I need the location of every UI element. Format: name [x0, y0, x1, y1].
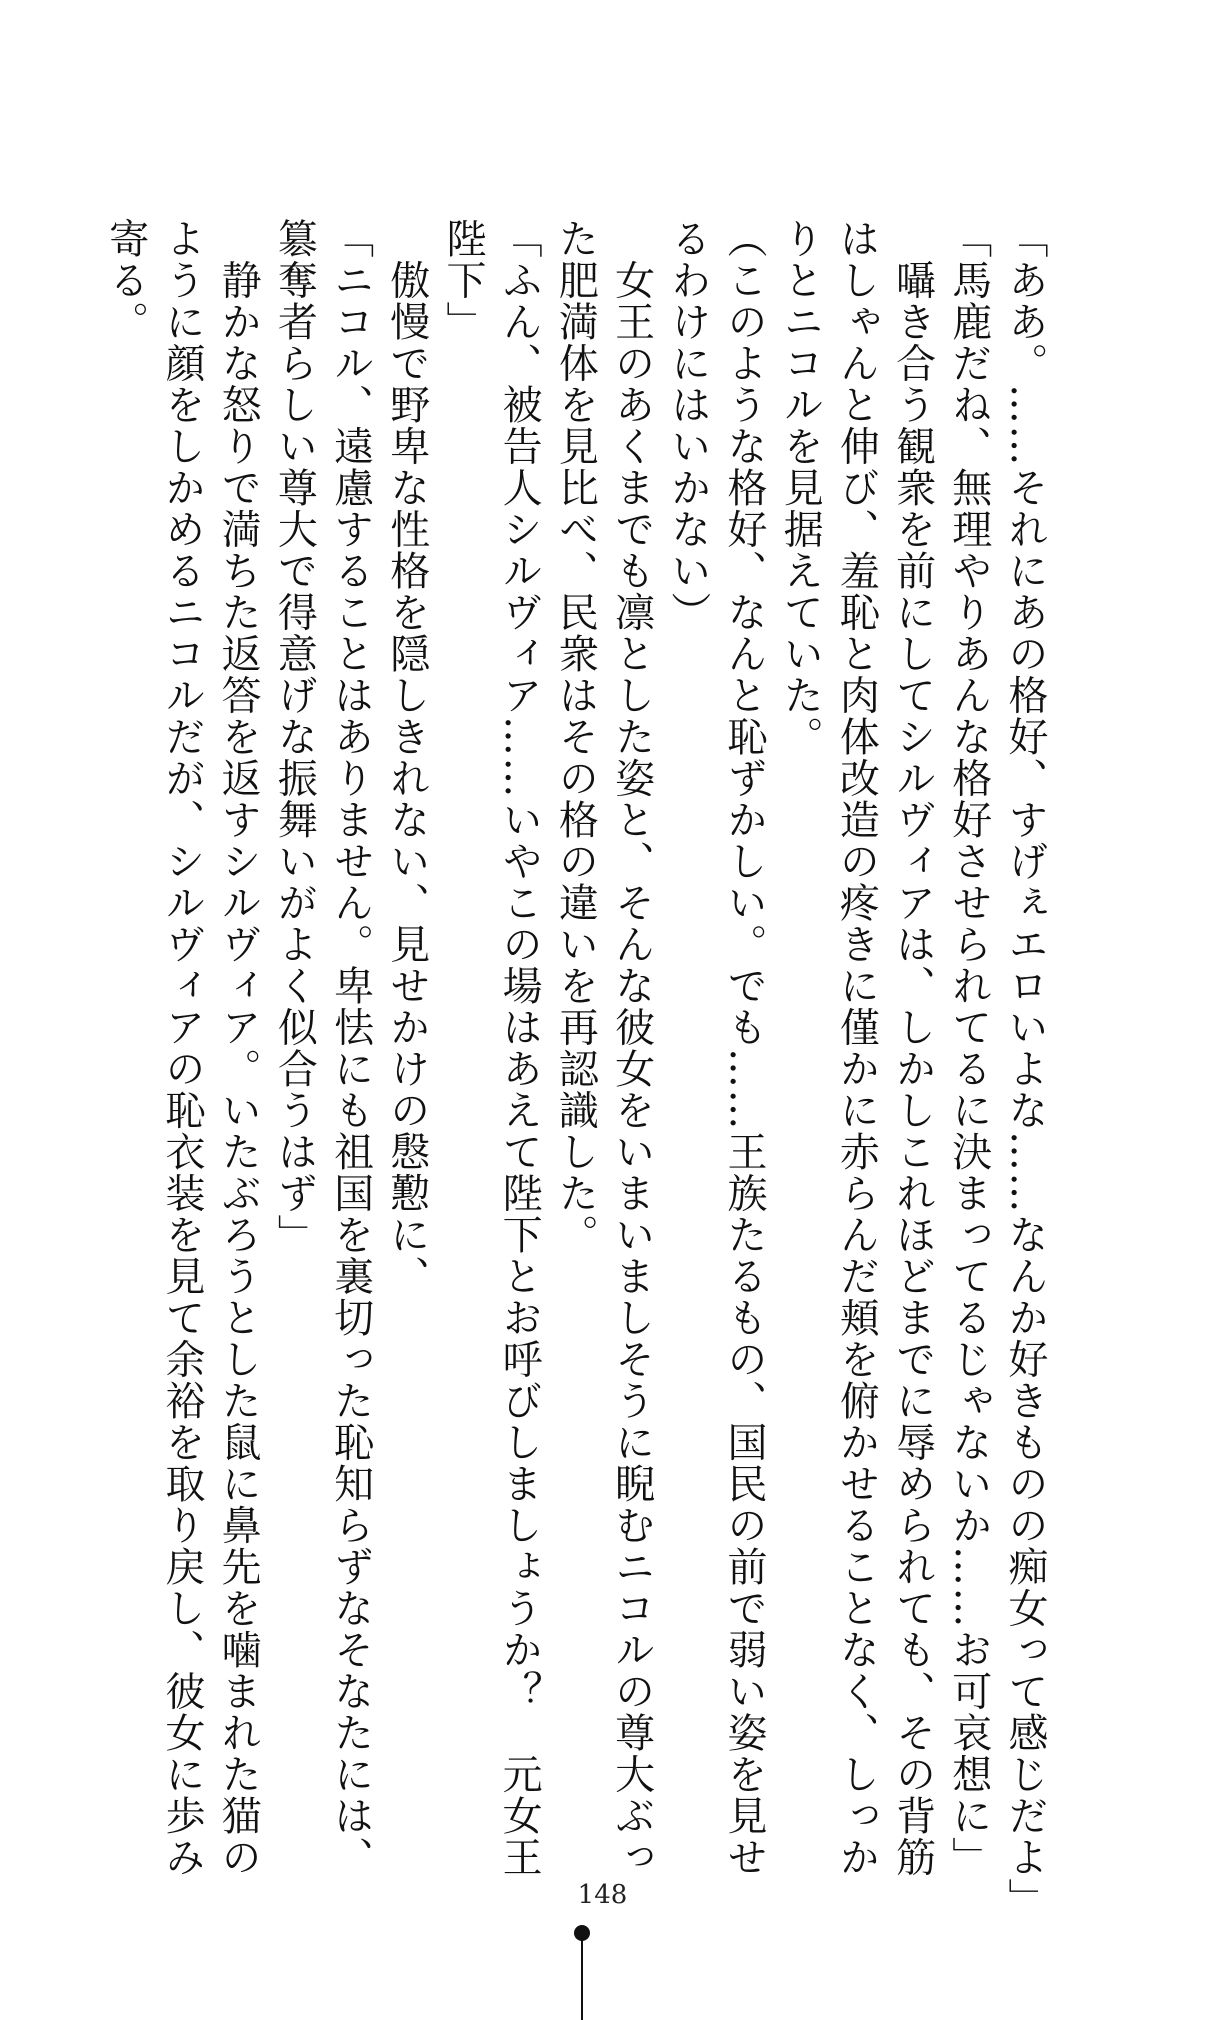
text-line: はしゃんと伸び、羞恥と肉体改造の疼きに僅かに赤らんだ頬を俯かせることなく、しっか	[833, 218, 880, 1878]
text-line: 「ふん、被告人シルヴィア……いやこの場はあえて陛下とお呼びしましょうか？ 元女王	[496, 218, 543, 1878]
text-line: 「ニコル、遠慮することはありません。卑怯にも祖国を裏切った恥知らずなそなたには、	[327, 218, 374, 1878]
text-line: りとニコルを見据えていた。	[777, 218, 824, 758]
text-line: 「ああ。……それにあの格好、すげぇエロいよな……なんか好きものの痴女って感じだよ」	[1002, 218, 1048, 1920]
text-line: た肥満体を見比べ、民衆はその格の違いを再認識した。	[552, 218, 599, 1256]
text-line: （このような格好、なんと恥ずかしい。でも……王族たるもの、国民の前で弱い姿を見せ	[720, 218, 767, 1878]
text-line: 女王のあくまでも凛とした姿と、そんな彼女をいまいましそうに睨むニコルの尊大ぶっ	[608, 218, 655, 1878]
text-line: 「馬鹿だね、無理やりあんな格好させられてるに決まってるじゃないか……お可哀想に」	[945, 218, 992, 1878]
text-line: 陛下」	[439, 218, 486, 343]
page-marker-line	[581, 1938, 583, 2020]
text-line: 寄る。	[102, 218, 149, 343]
text-line: 静かな怒りで満ちた返答を返すシルヴィア。いたぶろうとした鼠に鼻先を噛まれた猫の	[215, 218, 262, 1878]
text-line: るわけにはいかない）	[664, 218, 711, 633]
page-number: 148	[577, 1880, 628, 1910]
text-line: ように顔をしかめるニコルだが、シルヴィアの恥衣装を見て余裕を取り戻し、彼女に歩み	[158, 218, 205, 1878]
text-line: 傲慢で野卑な性格を隠しきれない、見せかけの慇懃に、	[383, 218, 430, 1297]
text-line: 囁き合う観衆を前にしてシルヴィアは、しかしこれほどまでに辱められても、その背筋	[889, 218, 936, 1878]
text-line: 簒奪者らしい尊大で得意げな振舞いがよく似合うはず」	[271, 218, 318, 1256]
